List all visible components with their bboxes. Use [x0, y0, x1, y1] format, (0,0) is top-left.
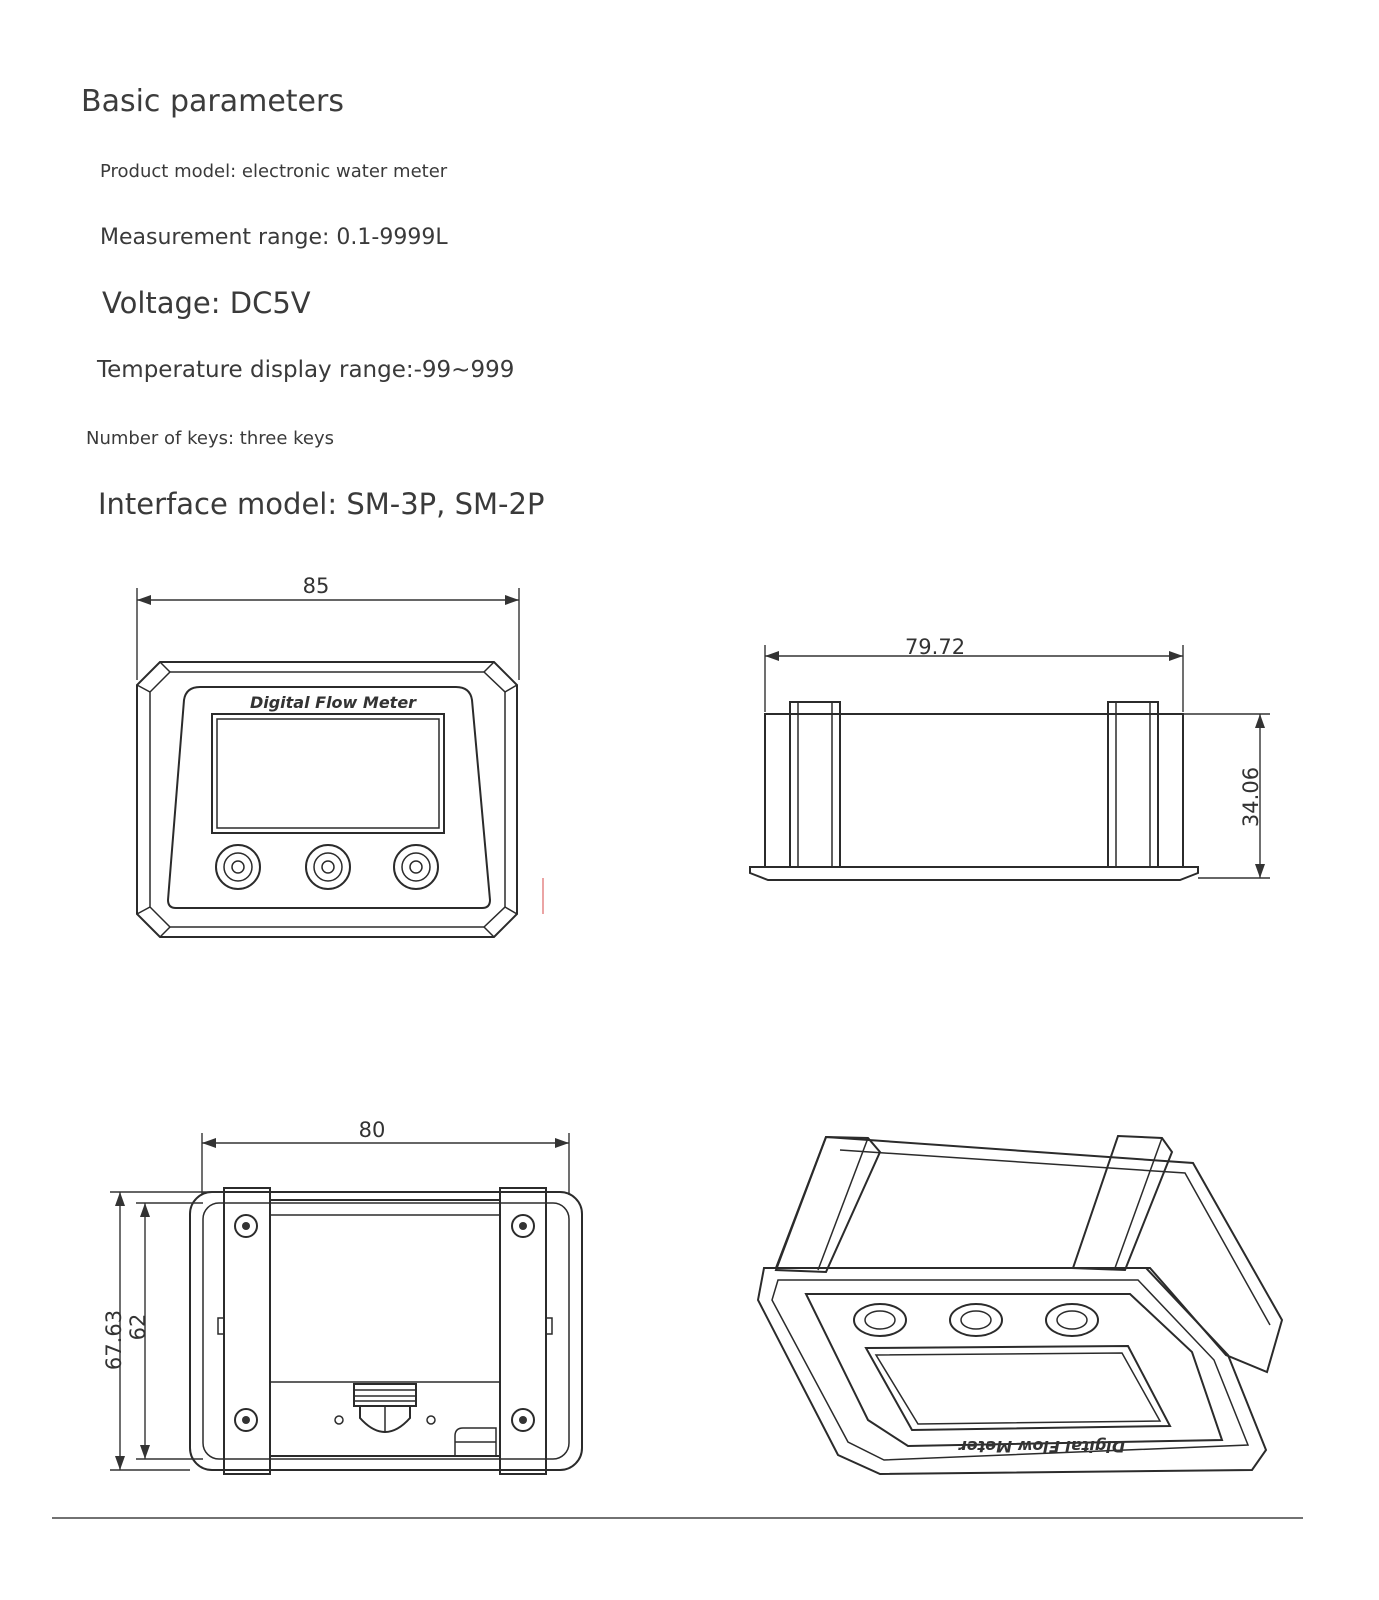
small-hole — [335, 1416, 343, 1424]
back-inner-height-label: 62 — [126, 1313, 150, 1341]
param-temperature-range: Temperature display range:-99~999 — [97, 357, 515, 383]
side-height-label: 34.06 — [1239, 766, 1263, 828]
back-width-label: 80 — [358, 1118, 386, 1142]
iso-button-1 — [854, 1304, 906, 1336]
param-number-of-keys: Number of keys: three keys — [86, 428, 335, 449]
arrow-head — [115, 1192, 125, 1206]
arrow-head — [137, 595, 151, 605]
screw — [512, 1409, 534, 1431]
arrow-head — [140, 1445, 150, 1459]
front-button-2 — [306, 845, 350, 889]
arrow-head — [115, 1456, 125, 1470]
chamfer-line — [160, 927, 170, 937]
side-body — [765, 714, 1183, 867]
arrow-head — [555, 1138, 569, 1148]
iso-button-2 — [950, 1304, 1002, 1336]
iso-clamp-left — [776, 1137, 880, 1272]
back-outer-height-label: 67.63 — [102, 1309, 126, 1371]
arrow-head — [1255, 864, 1265, 878]
front-button-1 — [216, 845, 260, 889]
clamp-edge — [818, 1138, 868, 1270]
chamfer-line — [137, 907, 150, 914]
screw — [235, 1215, 257, 1237]
back-outer-body — [190, 1192, 582, 1470]
screw — [235, 1409, 257, 1431]
iso-brand-label: Digital Flow Meter — [958, 1437, 1126, 1456]
param-product-model: Product model: electronic water meter — [100, 161, 448, 182]
chamfer-line — [505, 685, 517, 692]
iso-box-body — [776, 1137, 1282, 1372]
front-screen — [212, 714, 444, 833]
arrow-head — [1255, 714, 1265, 728]
front-brand-label: Digital Flow Meter — [249, 693, 417, 712]
back-view — [102, 1118, 582, 1474]
arrow-head — [140, 1203, 150, 1217]
back-connector — [354, 1384, 416, 1406]
front-screen-inner — [217, 719, 439, 828]
arrow-head — [765, 651, 779, 661]
side-width-label: 79.72 — [904, 635, 966, 659]
front-button-3 — [394, 845, 438, 889]
isometric-view — [758, 1136, 1282, 1474]
front-width-label: 85 — [302, 574, 330, 598]
small-hole — [427, 1416, 435, 1424]
param-measurement-range: Measurement range: 0.1-9999L — [100, 225, 448, 250]
arrow-head — [505, 595, 519, 605]
chamfer-line — [484, 927, 494, 937]
chamfer-line — [505, 907, 517, 914]
section-title: Basic parameters — [81, 84, 344, 119]
side-view — [750, 635, 1270, 880]
side-base-flange — [750, 867, 1198, 880]
front-view — [137, 574, 543, 937]
chamfer-line — [160, 662, 170, 672]
screw — [512, 1215, 534, 1237]
arrow-head — [1169, 651, 1183, 661]
iso-screen-inner — [876, 1353, 1160, 1424]
chamfer-line — [484, 662, 494, 672]
arrow-head — [202, 1138, 216, 1148]
param-interface-model: Interface model: SM-3P, SM-2P — [98, 487, 545, 521]
iso-box-edge — [840, 1150, 1270, 1325]
iso-button-3 — [1046, 1304, 1098, 1336]
chamfer-line — [137, 685, 150, 692]
param-voltage: Voltage: DC5V — [102, 286, 311, 320]
